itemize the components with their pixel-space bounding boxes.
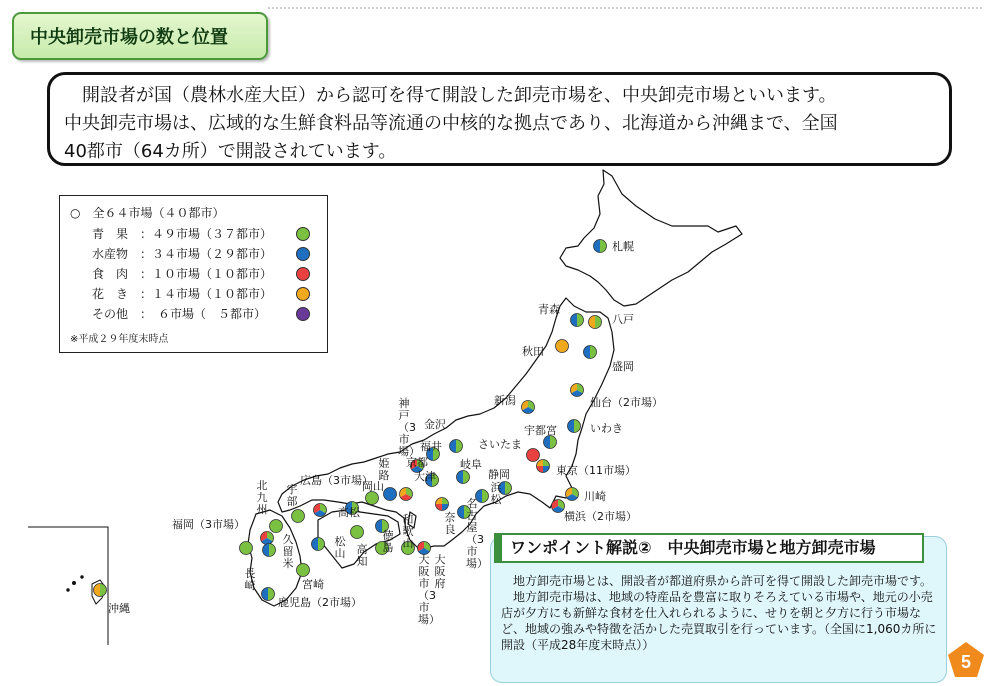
label-matsuyama: 松山 bbox=[334, 535, 346, 560]
market-dot bbox=[240, 542, 253, 555]
label-morioka: 盛岡 bbox=[612, 360, 634, 373]
page-title-text: 中央卸売市場の数と位置 bbox=[30, 27, 228, 48]
legend-row-seafood: 水産物 ：３４市場（２９都市） bbox=[92, 247, 273, 261]
legend-dot-purple bbox=[296, 307, 310, 321]
market-dot bbox=[297, 564, 310, 577]
label-himeji: 姫路 bbox=[378, 457, 390, 482]
page-number-badge bbox=[946, 640, 986, 680]
intro-line-1: 開設者が国（農林水産大臣）から認可を得て開設した卸売市場を、中央卸売市場といいます。 bbox=[82, 85, 837, 106]
legend-row-flowers: 花 き ：１４市場（１０都市） bbox=[92, 287, 273, 301]
onepoint-body bbox=[501, 573, 937, 653]
market-dot bbox=[584, 346, 597, 359]
hokkaido-outline bbox=[560, 170, 742, 306]
market-dot bbox=[571, 314, 584, 327]
market-dot bbox=[270, 520, 283, 533]
label-tokushima: 徳島 bbox=[382, 529, 394, 554]
label-sapporo: 札幌 bbox=[612, 240, 634, 253]
legend-dot-blue bbox=[296, 247, 310, 261]
onepoint-box bbox=[490, 536, 947, 683]
intro-line-2: 中央卸売市場は、広域的な生鮮食料品等流通の中核的な拠点であり、北海道から沖縄まで、全国 bbox=[64, 113, 838, 134]
label-ube: 宇部 bbox=[286, 483, 298, 508]
market-dot bbox=[312, 538, 325, 551]
market-dot bbox=[594, 240, 607, 253]
label-sendai: 仙台（2市場） bbox=[590, 396, 663, 409]
label-saitama: さいたま bbox=[478, 438, 522, 451]
label-utsunomiya: 宇都宮 bbox=[524, 424, 557, 437]
label-niigata: 新潟 bbox=[494, 394, 516, 407]
label-aomori: 青森 bbox=[538, 303, 560, 316]
label-shizuoka: 静岡 bbox=[488, 468, 510, 481]
intro-line-3: 40都市（64カ所）で開設されています。 bbox=[64, 141, 397, 162]
label-akita: 秋田 bbox=[522, 345, 544, 358]
label-nagasaki: 長崎 bbox=[244, 567, 256, 592]
legend-row-other: その他 ： ６市場（ ５都市） bbox=[92, 307, 267, 321]
market-dot bbox=[589, 316, 602, 329]
market-dot bbox=[552, 500, 565, 513]
label-takamatsu: 高松 bbox=[338, 506, 360, 519]
legend-row-meat: 食 肉 ：１０市場（１０都市） bbox=[92, 267, 273, 281]
market-dot bbox=[537, 459, 550, 472]
label-kyoto: 京都 bbox=[406, 456, 428, 469]
label-osakashi: 大阪市（3市場） bbox=[418, 553, 440, 626]
legend-row-vegetables: 青 果 ：４９市場（３７都市） bbox=[92, 227, 273, 241]
onepoint-header: ワンポイント解説② 中央卸売市場と地方卸売市場 bbox=[494, 533, 924, 563]
market-dot bbox=[457, 471, 470, 484]
market-dot bbox=[568, 420, 581, 433]
market-dot bbox=[527, 449, 540, 462]
market-dot bbox=[366, 492, 379, 505]
onepoint-paragraph-1: 地方卸売市場とは、開設者が都道府県から許可を得て開設した卸売市場です。 bbox=[513, 574, 933, 588]
label-fukui: 福井 bbox=[420, 440, 442, 453]
label-okayama: 岡山 bbox=[362, 480, 384, 493]
label-yokohama: 横浜（2市場） bbox=[564, 510, 637, 523]
label-kochi: 高知 bbox=[356, 543, 368, 568]
market-dot bbox=[384, 488, 397, 501]
market-dot bbox=[292, 510, 305, 523]
market-dot bbox=[314, 504, 327, 517]
market-dot bbox=[94, 584, 107, 597]
label-kurume: 久留米 bbox=[282, 533, 294, 570]
label-okinawa: 沖縄 bbox=[108, 602, 130, 615]
market-dot bbox=[566, 488, 579, 501]
label-otsu: 大津 bbox=[414, 470, 436, 483]
label-tokyo: 東京（11市場） bbox=[556, 464, 636, 477]
label-gifu: 岐阜 bbox=[460, 458, 482, 471]
market-dot bbox=[571, 384, 584, 397]
market-dot bbox=[544, 436, 557, 449]
market-dot bbox=[556, 340, 569, 353]
label-iwaki: いわき bbox=[590, 422, 623, 435]
label-kagoshima: 鹿児島（2市場） bbox=[278, 596, 362, 609]
label-nara: 奈良 bbox=[444, 511, 456, 536]
label-wakayama: 和歌山 bbox=[402, 513, 414, 550]
legend-dot-orange bbox=[296, 287, 310, 301]
legend-dot-red bbox=[296, 267, 310, 281]
label-hamamatsu: 浜松 bbox=[490, 481, 502, 506]
market-dot bbox=[436, 498, 449, 511]
legend-heading: ○ 全６４市場（４０都市） bbox=[70, 206, 225, 220]
label-nagoya: 名古屋（3市場） bbox=[466, 497, 488, 570]
market-dot bbox=[400, 488, 413, 501]
market-dot bbox=[261, 532, 274, 545]
label-fukuoka: 福岡（3市場） bbox=[172, 518, 245, 531]
market-dot bbox=[351, 526, 364, 539]
label-osakafu: 大阪府 bbox=[434, 553, 446, 590]
onepoint-paragraph-2: 地方卸売市場は、地域の特産品を豊富に取りそろえている市場や、地元の小売店が夕方にも新鮮な食材を仕入れられるように、せりを朝と夕方に行う市場など、地域の強みや特徴を活かした売買取引を行っています。（全国に1,060カ所に開設（平成28年度末時点）） bbox=[501, 590, 937, 652]
label-kawasaki: 川崎 bbox=[584, 490, 606, 503]
market-dot bbox=[450, 440, 463, 453]
market-dot bbox=[263, 544, 276, 557]
label-hiroshima: 広島（3市場） bbox=[300, 474, 373, 487]
label-kitakyushu: 北九州 bbox=[256, 479, 268, 516]
page-number: 5 bbox=[960, 652, 972, 672]
label-hachinohe: 八戸 bbox=[612, 313, 634, 326]
label-kanazawa: 金沢 bbox=[424, 418, 446, 431]
legend-box bbox=[59, 195, 328, 353]
market-dot bbox=[262, 588, 275, 601]
label-miyazaki: 宮崎 bbox=[302, 578, 324, 591]
legend-dot-green bbox=[296, 227, 310, 241]
market-dot bbox=[522, 401, 535, 414]
legend-note: ※平成２９年度末時点 bbox=[70, 334, 169, 345]
label-kobe: 神戸（3市場） bbox=[398, 397, 420, 458]
